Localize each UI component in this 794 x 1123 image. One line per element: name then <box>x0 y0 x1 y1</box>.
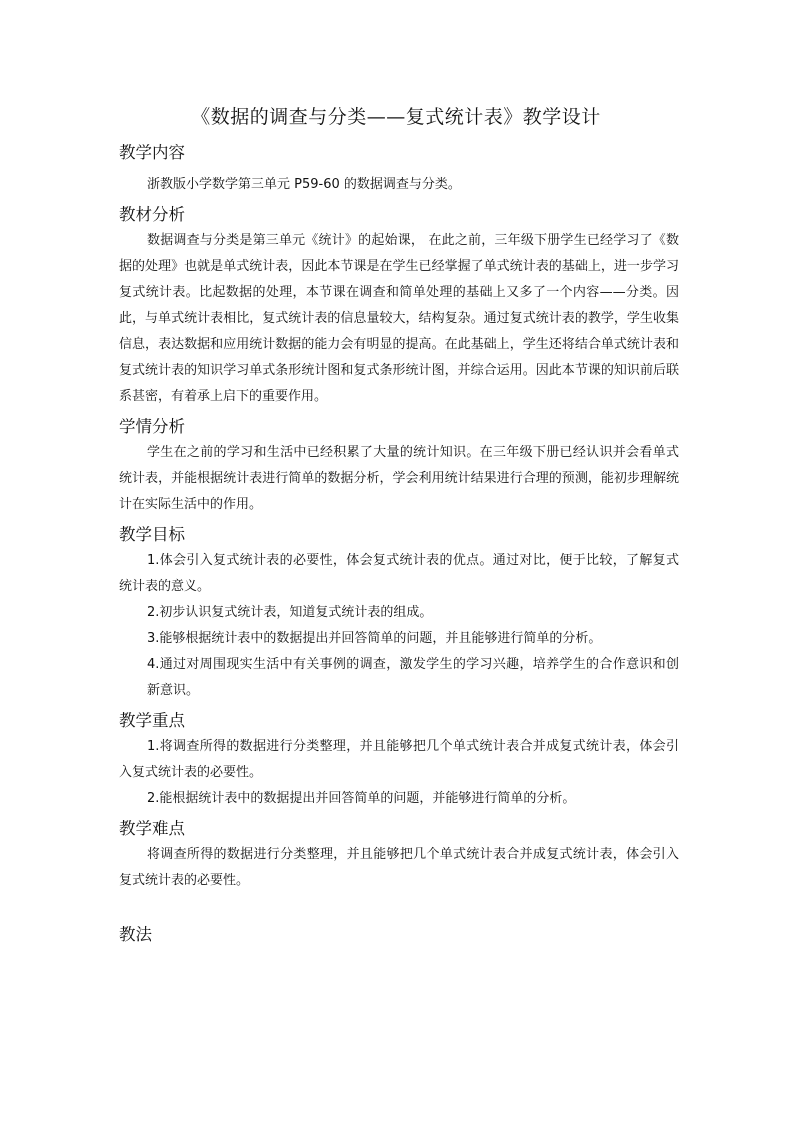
section-learner-analysis <box>119 414 679 518</box>
document-page <box>119 100 679 950</box>
section-heading-difficulty: 教学难点 <box>119 819 185 838</box>
goal-item: 3.能够根据统计表中的数据提出并回答简单的问题，并且能够进行简单的分析。 <box>147 631 602 646</box>
spacer <box>119 896 679 922</box>
section-heading-key-points: 教学重点 <box>119 711 185 730</box>
document-title: 《数据的调查与分类——复式统计表》教学设计 <box>191 106 601 128</box>
key-point-item: 2.能根据统计表中的数据提出并回答简单的问题，并能够进行简单的分析。 <box>147 791 576 806</box>
section-teaching-methods <box>119 922 679 948</box>
teaching-content-text: 浙教版小学数学第三单元 P59-60 的数据调查与分类。 <box>147 177 461 192</box>
learner-analysis-text: 学生在之前的学习和生活中已经积累了大量的统计知识。在三年级下册已经认识并会看单式统计表，并能根据统计表进行简单的数据分析，学会利用统计结果进行合理的预测，能初步理解统计在实际生活中的作用。 <box>119 445 679 512</box>
section-heading-teaching-content: 教学内容 <box>119 143 185 162</box>
section-teaching-content <box>119 140 679 198</box>
difficulty-text: 将调查所得的数据进行分类整理，并且能够把几个单式统计表合并成复式统计表，体会引入复式统计表的必要性。 <box>119 847 679 888</box>
textbook-analysis-text: 数据调查与分类是第三单元《统计》的起始课， 在此之前，三年级下册学生已经学习了《数据的处理》也就是单式统计表，因此本节课是在学生已经掌握了单式统计表的基础上，进一步学习复式统计表。比起数据的处理，本节课在调查和简单处理的基础上又多了一个内容——分类。因此，与单式统计表相比，复式统计表的信息量较大，结构复杂。通过复式统计表的教学，学生收集信息，表达数据和应用统计数据的能力会有明显的提高。在此基础上，学生还将结合单式统计表和复式统计表的知识学习单式条形统计图和复式条形统计图，并综合运用。因此本节课的知识前后联系甚密，有着承上启下的重要作用。 <box>119 233 679 404</box>
section-teaching-goals <box>119 522 679 704</box>
section-teaching-key-points <box>119 708 679 812</box>
section-teaching-difficulty <box>119 816 679 894</box>
section-heading-textbook-analysis: 教材分析 <box>119 205 185 224</box>
section-heading-methods: 教法 <box>119 925 152 944</box>
section-textbook-analysis <box>119 202 679 410</box>
goal-item: 4.通过对周围现实生活中有关事例的调查，激发学生的学习兴趣，培养学生的合作意识和创新意识。 <box>147 657 679 698</box>
goal-item: 1.体会引入复式统计表的必要性，体会复式统计表的优点。通过对比，便于比较，了解复式统计表的意义。 <box>119 553 679 594</box>
goal-item: 2.初步认识复式统计表，知道复式统计表的组成。 <box>147 605 433 620</box>
section-heading-learner-analysis: 学情分析 <box>119 417 185 436</box>
section-heading-teaching-goals: 教学目标 <box>119 525 185 544</box>
key-point-item: 1.将调查所得的数据进行分类整理，并且能够把几个单式统计表合并成复式统计表，体会引入复式统计表的必要性。 <box>119 739 679 780</box>
